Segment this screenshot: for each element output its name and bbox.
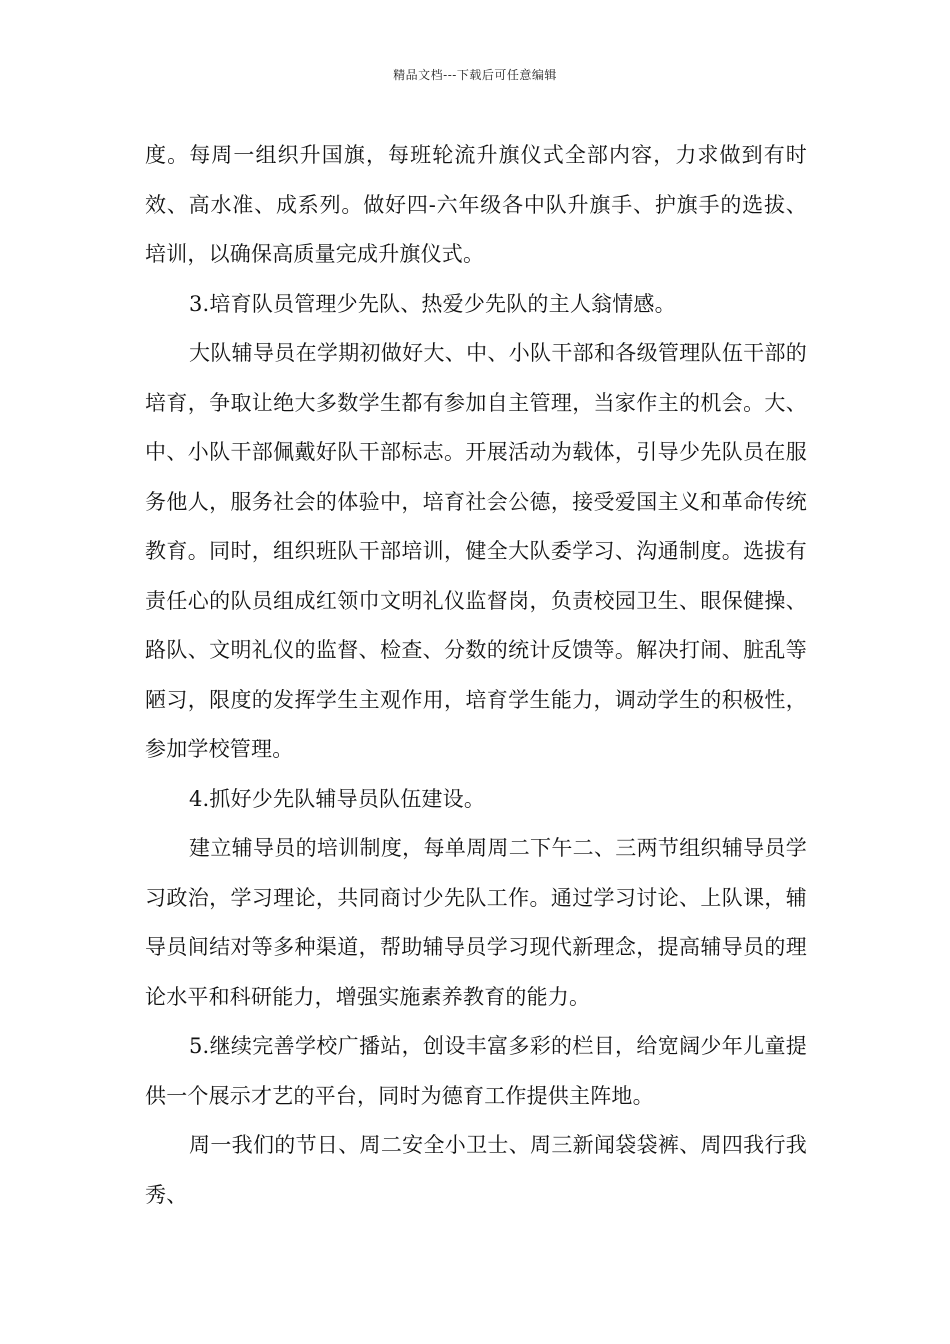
paragraph-weekly-programs: 周一我们的节日、周二安全小卫士、周三新闻袋袋裤、周四我行我秀、 bbox=[145, 1133, 807, 1207]
page-header: 精品文档---下载后可任意编辑 bbox=[393, 68, 557, 82]
paragraph-heading-4: 4.抓好少先队辅导员队伍建设。 bbox=[189, 786, 486, 811]
paragraph-brigade-counselor: 大队辅导员在学期初做好大、中、小队干部和各级管理队伍干部的培育，争取让绝大多数学生都有参加自主管理，当家作主的机会。大、中、小队干部佩戴好队干部标志。开展活动为载体，引导少先队员在服务他人，服务社会的体验中，培育社会公德，接受爱国主义和革命传统教育。同时，组织班队干部培训，健全大队委学习、沟通制度。选拔有责任心的队员组成红领巾文明礼仪监督岗，负责校园卫生、眼保健操、路队、文明礼仪的监督、检查、分数的统计反馈等。解决打闹、脏乱等陋习，限度的发挥学生主观作用，培育学生能力，调动学生的积极性，参加学校管理。 bbox=[145, 341, 807, 761]
paragraph-flag-raising: 度。每周一组织升国旗，每班轮流升旗仪式全部内容，力求做到有时效、高水准、成系列。做好四-六年级各中队升旗手、护旗手的选拔、培训，以确保高质量完成升旗仪式。 bbox=[145, 143, 807, 266]
paragraph-heading-3: 3.培育队员管理少先队、热爱少先队的主人翁情感。 bbox=[189, 291, 676, 316]
paragraph-heading-5: 5.继续完善学校广播站，创设丰富多彩的栏目，给宽阔少年儿童提供一个展示才艺的平台，同时为德育工作提供主阵地。 bbox=[145, 1034, 807, 1108]
paragraph-training-system: 建立辅导员的培训制度，每单周周二下午二、三两节组织辅导员学习政治，学习理论，共同商讨少先队工作。通过学习讨论、上队课，辅导员间结对等多种渠道，帮助辅导员学习现代新理念，提高辅导员的理论水平和科研能力，增强实施素养教育的能力。 bbox=[145, 836, 807, 1009]
document-body bbox=[145, 131, 807, 1220]
